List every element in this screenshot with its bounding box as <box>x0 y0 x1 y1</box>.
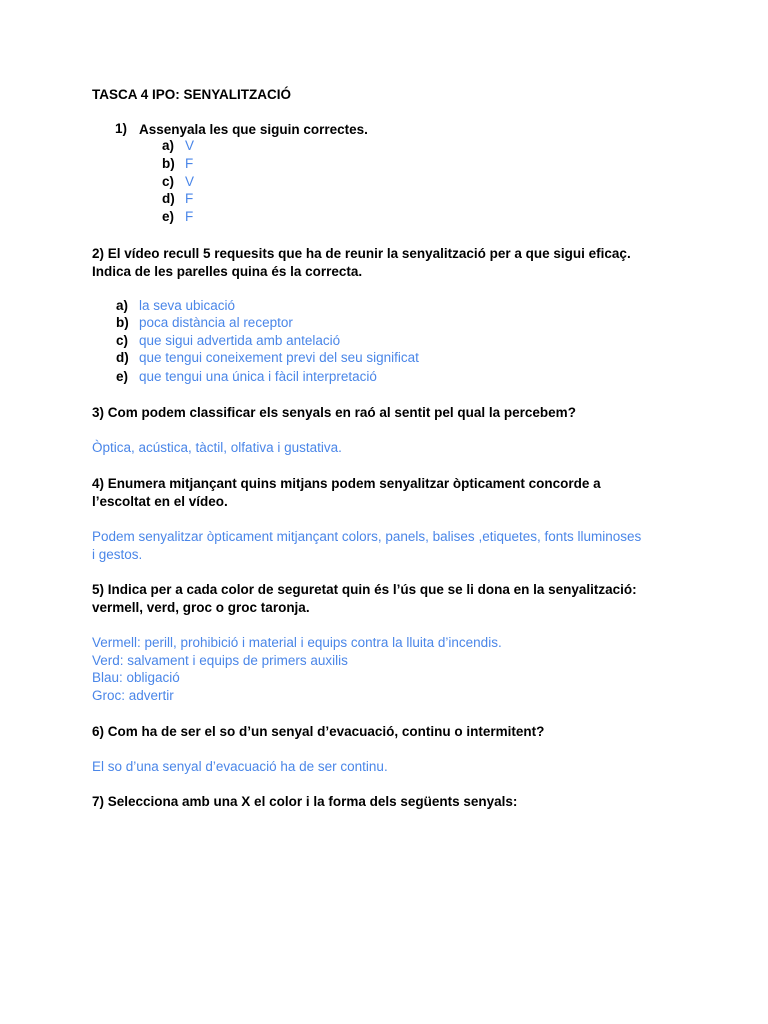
q1-item-answer: V <box>185 174 195 189</box>
q2-item-label: b) <box>116 315 129 330</box>
q4-answer-line: i gestos. <box>92 547 143 562</box>
q4-question-line: l’escoltat en el vídeo. <box>92 494 228 509</box>
q2-question-line: 2) El vídeo recull 5 requesits que ha de reunir la senyalització per a que sigui eficaç. <box>92 246 631 261</box>
q2-item-answer: que tengui una única i fàcil interpretació <box>139 369 377 384</box>
q1-item-answer: F <box>185 156 194 171</box>
q2-item-label: e) <box>116 369 129 384</box>
q2-question-line: Indica de les parelles quina és la correcta. <box>92 264 363 279</box>
q2-item-label: c) <box>116 333 129 348</box>
q2-item-answer: poca distància al receptor <box>139 315 293 330</box>
q5-answer-line: Groc: advertir <box>92 688 174 703</box>
q5-answer-line: Vermell: perill, prohibició i material i equips contra la lluita d’incendis. <box>92 635 502 650</box>
q1-item-label: b) <box>162 156 175 171</box>
q5-question-line: vermell, verd, groc o groc taronja. <box>92 600 310 615</box>
q1-question: Assenyala les que siguin correctes. <box>139 122 368 137</box>
q4-answer-line: Podem senyalitzar òpticament mitjançant colors, panels, balises ,etiquetes, fonts lluminoses <box>92 529 642 544</box>
q1-item-answer: F <box>185 209 194 224</box>
q1-item-answer: F <box>185 191 194 206</box>
q7-question: 7) Selecciona amb una X el color i la forma dels següents senyals: <box>92 794 518 809</box>
q2-item-label: a) <box>116 298 129 313</box>
q6-question: 6) Com ha de ser el so d’un senyal d’evacuació, continu o intermitent? <box>92 724 545 739</box>
q5-question-line: 5) Indica per a cada color de seguretat quin és l’ús que se li dona en la senyalització: <box>92 582 637 597</box>
q2-item-answer: que sigui advertida amb antelació <box>139 333 341 348</box>
q1-item-label: d) <box>162 191 175 206</box>
q3-answer: Òptica, acústica, tàctil, olfativa i gustativa. <box>92 440 342 455</box>
q1-item-label: a) <box>162 138 175 153</box>
q3-question: 3) Com podem classificar els senyals en raó al sentit pel qual la percebem? <box>92 405 576 420</box>
q5-answer-line: Blau: obligació <box>92 670 180 685</box>
q1-item-label: e) <box>162 209 175 224</box>
q1-item-label: c) <box>162 174 175 189</box>
q2-item-answer: la seva ubicació <box>139 298 236 313</box>
q5-answer-line: Verd: salvament i equips de primers auxilis <box>92 653 348 668</box>
q1-item-answer: V <box>185 138 195 153</box>
document-title: TASCA 4 IPO: SENYALITZACIÓ <box>92 87 292 102</box>
q4-question-line: 4) Enumera mitjançant quins mitjans podem senyalitzar òpticament concorde a <box>92 476 601 491</box>
q2-item-answer: que tengui coneixement previ del seu significat <box>139 350 419 365</box>
q6-answer: El so d’una senyal d’evacuació ha de ser continu. <box>92 759 388 774</box>
q2-item-label: d) <box>116 350 129 365</box>
q1-number: 1) <box>115 121 128 136</box>
